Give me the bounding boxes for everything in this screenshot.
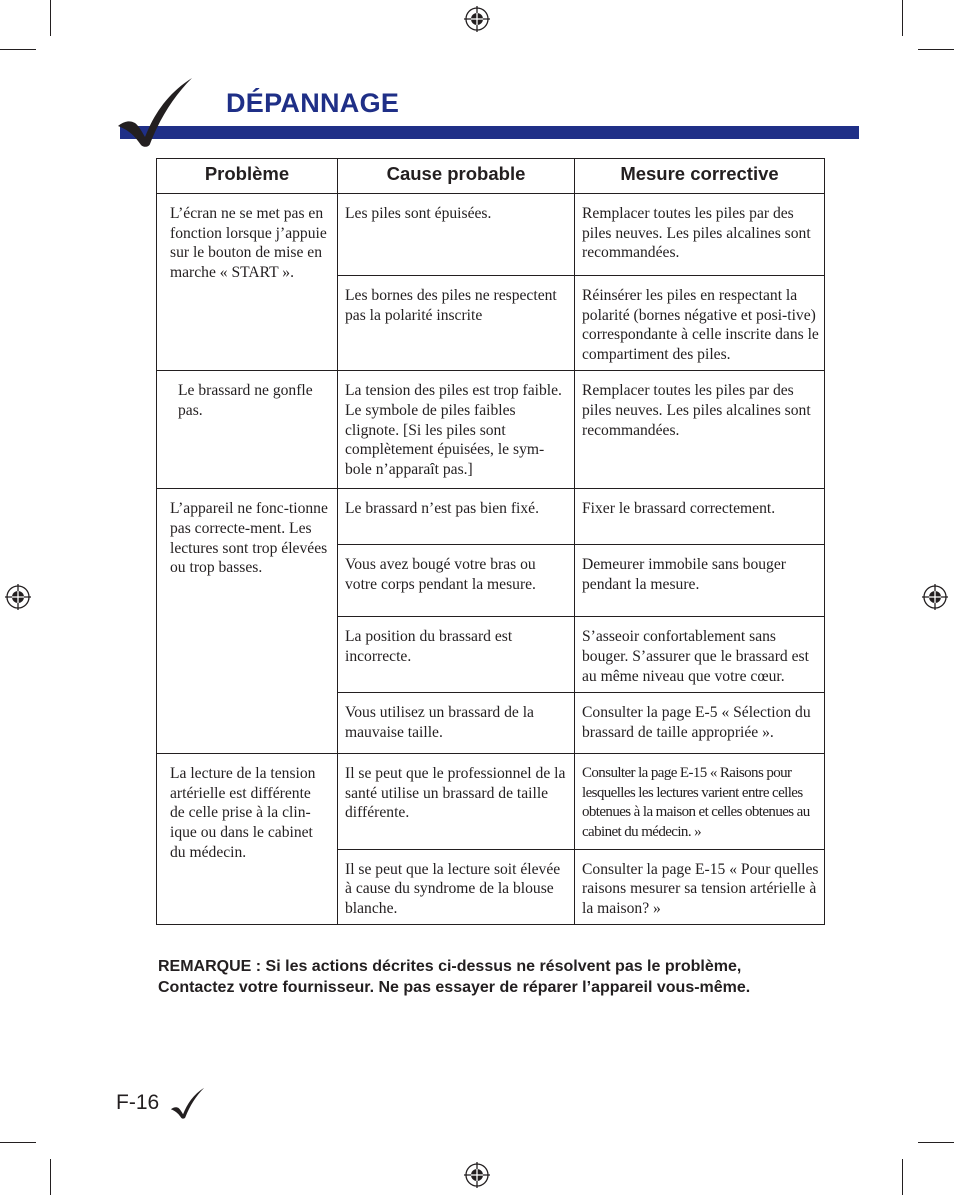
action-cell: Demeurer immobile sans bouger pendant la mesure. — [575, 545, 825, 617]
action-cell: Réinsérer les piles en respectant la polarité (bornes négative et posi-tive) correspondante à celle inscrite dans le compartiment des piles. — [575, 276, 825, 371]
checkmark-icon — [170, 1086, 206, 1120]
note — [158, 956, 838, 998]
header-bar — [120, 126, 859, 139]
note-line: Contactez votre fournisseur. Ne pas essayer de réparer l’appareil vous-même. — [158, 979, 751, 996]
table-header-row — [157, 159, 825, 194]
registration-mark-icon — [464, 6, 490, 32]
registration-mark-icon — [5, 584, 31, 610]
page-title: DÉPANNAGE — [226, 88, 400, 118]
crop-mark — [902, 1159, 903, 1195]
action-cell: Consulter la page E-15 « Raisons pour lesquelles les lectures varient entre celles obtenues à la maison et celles obtenues au cabinet du médecin. » — [575, 754, 825, 849]
crop-mark — [902, 0, 903, 36]
registration-mark-icon — [922, 584, 948, 610]
problem-cell: L’écran ne se met pas en fonction lorsque j’appuie sur le bouton de mise en marche « START ». — [157, 194, 338, 371]
action-cell: Remplacer toutes les piles par des piles neuves. Les piles alcalines sont recommandées. — [575, 371, 825, 489]
checkmark-icon — [116, 76, 196, 148]
cause-cell: La position du brassard est incorrecte. — [338, 617, 575, 693]
crop-mark — [918, 1142, 954, 1143]
page-number: F-16 — [116, 1091, 160, 1114]
table-row — [157, 489, 825, 545]
action-cell: Consulter la page E-5 « Sélection du brassard de taille appropriée ». — [575, 693, 825, 754]
problem-cell: La lecture de la tension artérielle est différente de celle prise à la clin-ique ou dans le cabinet du médecin. — [157, 754, 338, 925]
column-header-problem: Problème — [157, 159, 338, 194]
troubleshooting-table — [156, 158, 825, 925]
crop-mark — [50, 1159, 51, 1195]
cause-cell: Les bornes des piles ne respectent pas la polarité inscrite — [338, 276, 575, 371]
action-cell: Consulter la page E-15 « Pour quelles raisons mesurer sa tension artérielle à la maison? » — [575, 849, 825, 925]
table-row — [157, 194, 825, 276]
action-cell: S’asseoir confortablement sans bouger. S’assurer que le brassard est au même niveau que votre cœur. — [575, 617, 825, 693]
registration-mark-icon — [464, 1162, 490, 1188]
crop-mark — [0, 49, 36, 50]
action-cell: Fixer le brassard correctement. — [575, 489, 825, 545]
problem-cell: L’appareil ne fonc-tionne pas correcte-ment. Les lectures sont trop élevées ou trop basses. — [157, 489, 338, 754]
cause-cell: Les piles sont épuisées. — [338, 194, 575, 276]
table-row — [157, 371, 825, 489]
column-header-action: Mesure corrective — [575, 159, 825, 194]
cause-cell: Vous utilisez un brassard de la mauvaise taille. — [338, 693, 575, 754]
cause-cell: Il se peut que la lecture soit élevée à cause du syndrome de la blouse blanche. — [338, 849, 575, 925]
problem-cell: Le brassard ne gonfle pas. — [157, 371, 338, 489]
crop-mark — [918, 49, 954, 50]
crop-mark — [50, 0, 51, 36]
cause-cell: Le brassard n’est pas bien fixé. — [338, 489, 575, 545]
crop-mark — [0, 1142, 36, 1143]
cause-cell: La tension des piles est trop faible. Le symbole de piles faibles clignote. [Si les piles sont complètement épuisées, le sym-bole n’apparaît pas.] — [338, 371, 575, 489]
cause-cell: Il se peut que le professionnel de la santé utilise un brassard de taille différente. — [338, 754, 575, 849]
column-header-cause: Cause probable — [338, 159, 575, 194]
cause-cell: Vous avez bougé votre bras ou votre corps pendant la mesure. — [338, 545, 575, 617]
table-row — [157, 754, 825, 849]
action-cell: Remplacer toutes les piles par des piles neuves. Les piles alcalines sont recommandées. — [575, 194, 825, 276]
note-line: REMARQUE : Si les actions décrites ci-dessus ne résolvent pas le problème, — [158, 958, 742, 975]
